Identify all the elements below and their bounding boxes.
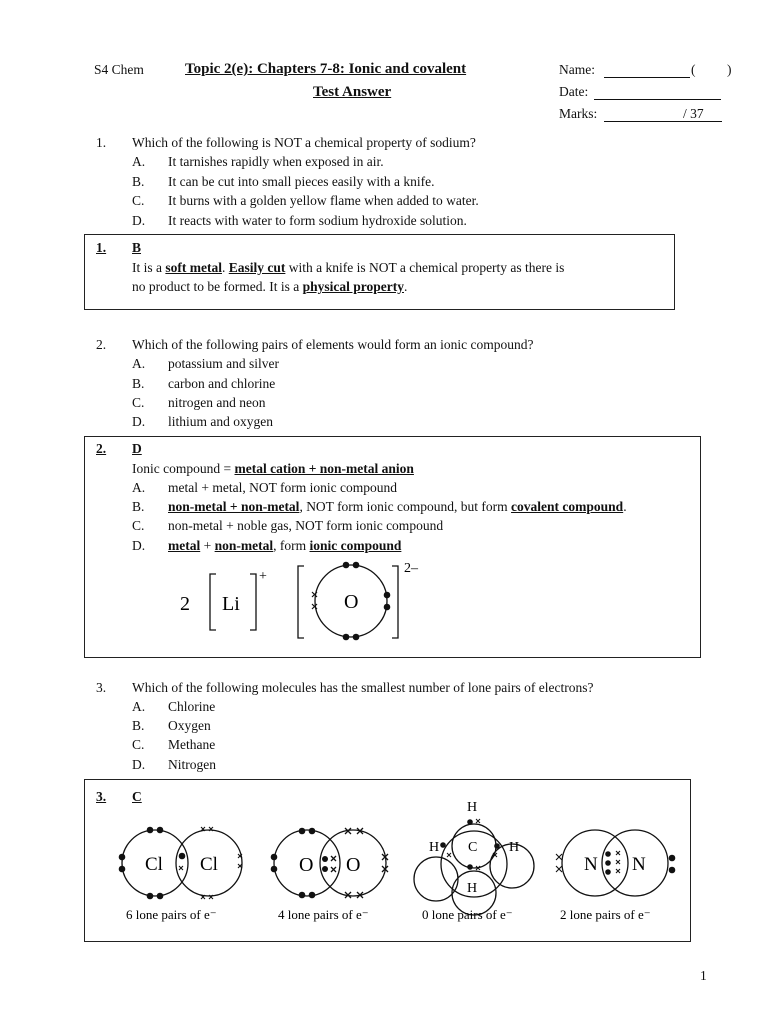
question-number: 1. [96, 135, 107, 150]
keyword: Easily cut [228, 260, 286, 275]
lithium-oxide-diagram [170, 558, 430, 644]
bracket-right [250, 574, 256, 630]
keyword: physical property [302, 279, 404, 294]
option-letter: C. [132, 193, 145, 208]
page-subtitle: Test Answer [313, 84, 392, 100]
date-label: Date: [559, 84, 589, 99]
question-number: 3. [96, 680, 107, 695]
nitrogen-molecule [556, 830, 675, 922]
atom-label: Cl [200, 854, 218, 875]
atom-label: N [632, 854, 646, 875]
atom-label: H [509, 840, 520, 855]
keyword: covalent compound [511, 499, 624, 514]
text: Ionic compound = [132, 461, 235, 476]
name-paren-close: ) [727, 62, 732, 77]
keyword: ionic compound [309, 538, 402, 553]
row-letter: B. [132, 499, 145, 514]
keyword: soft metal [165, 260, 222, 275]
option-text: It can be cut into small pieces easily with a knife. [168, 174, 435, 189]
text: . [403, 279, 408, 294]
atom-label: C [468, 840, 478, 855]
question-stem: Which of the following is NOT a chemical property of sodium? [132, 135, 476, 150]
option-text: Nitrogen [168, 757, 216, 772]
answer-letter: D [132, 441, 142, 456]
course-code: S4 Chem [94, 62, 144, 77]
bracket-left [210, 574, 216, 630]
lone-pair-caption: 6 lone pairs of e⁻ [126, 907, 217, 922]
answer-explanation-line-1 [132, 260, 564, 276]
option-letter: B. [132, 174, 145, 189]
lithium-symbol: Li [222, 593, 240, 615]
keyword: non-metal [214, 538, 274, 553]
keyword: non-metal + non-metal [168, 499, 300, 514]
text: , form [273, 538, 310, 553]
atom-label: H [467, 800, 478, 815]
keyword: metal cation + non-metal anion [234, 461, 414, 476]
answer-letter: B [132, 240, 142, 255]
option-text: Oxygen [168, 718, 211, 733]
option-text: It reacts with water to form sodium hydroxide solution. [168, 213, 467, 228]
name-label: Name: [559, 62, 595, 77]
option-text: carbon and chlorine [168, 376, 276, 391]
question-number: 2. [96, 337, 107, 352]
option-letter: A. [132, 699, 146, 714]
option-text: Methane [168, 737, 216, 752]
oxygen-charge: 2– [404, 561, 418, 576]
lone-pair-caption: 2 lone pairs of e⁻ [560, 907, 651, 922]
text: . [623, 499, 627, 514]
atom-label: H [429, 840, 440, 855]
oxygen-molecule [271, 828, 388, 922]
molecule-diagrams [100, 788, 688, 934]
bracket-left [298, 566, 304, 638]
row-text [168, 499, 627, 515]
answer-number: 3. [96, 789, 107, 804]
atom-label: N [584, 854, 598, 875]
page-title: Topic 2(e): Chapters 7-8: Ionic and covalent [185, 61, 467, 77]
option-text: It tarnishes rapidly when exposed in air. [168, 154, 384, 169]
row-text: metal + metal, NOT form ionic compound [168, 480, 397, 495]
option-letter: D. [132, 213, 146, 228]
text: no product to be formed. It is a [132, 279, 303, 294]
text: with a knife is NOT a chemical property as there is [285, 260, 565, 275]
marks-blank [604, 121, 722, 122]
date-blank [594, 99, 721, 100]
atom-label: O [299, 854, 314, 876]
option-letter: C. [132, 395, 145, 410]
row-letter: C. [132, 518, 145, 533]
option-text: nitrogen and neon [168, 395, 266, 410]
row-letter: D. [132, 538, 146, 553]
option-letter: A. [132, 356, 146, 371]
atom-label: O [346, 854, 361, 876]
row-letter: A. [132, 480, 146, 495]
text: . [221, 260, 229, 275]
marks-total: / 37 [683, 106, 704, 121]
option-letter: D. [132, 757, 146, 772]
answer-number: 1. [96, 240, 107, 255]
methane-molecule [414, 800, 534, 922]
row-text [168, 538, 401, 554]
answer-letter: C [132, 789, 142, 804]
text: It is a [132, 260, 166, 275]
answer-number: 2. [96, 441, 107, 456]
option-letter: A. [132, 154, 146, 169]
name-blank [604, 77, 690, 78]
lone-pair-caption: 4 lone pairs of e⁻ [278, 907, 369, 922]
question-stem: Which of the following pairs of elements would form an ionic compound? [132, 337, 534, 352]
question-stem: Which of the following molecules has the smallest number of lone pairs of electrons? [132, 680, 594, 695]
text: + [200, 538, 215, 553]
marks-label: Marks: [559, 106, 598, 121]
option-letter: B. [132, 718, 145, 733]
lithium-charge: + [259, 569, 267, 584]
option-letter: D. [132, 414, 146, 429]
page-number: 1 [700, 968, 707, 983]
option-text: potassium and silver [168, 356, 279, 371]
text: , NOT form ionic compound, but form [299, 499, 512, 514]
option-text: Chlorine [168, 699, 216, 714]
lone-pair-caption: 0 lone pairs of e⁻ [422, 907, 513, 922]
atom-label: Cl [145, 854, 163, 875]
option-text: lithium and oxygen [168, 414, 273, 429]
name-paren-open: ( [691, 62, 696, 77]
chlorine-molecule [119, 827, 242, 922]
coefficient: 2 [180, 593, 190, 615]
atom-label: H [467, 881, 478, 896]
answer-intro [132, 461, 414, 477]
oxygen-symbol: O [344, 591, 359, 613]
option-letter: C. [132, 737, 145, 752]
bracket-right [392, 566, 398, 638]
answer-explanation-line-2 [132, 279, 407, 295]
option-text: It burns with a golden yellow flame when added to water. [168, 193, 479, 208]
option-letter: B. [132, 376, 145, 391]
keyword: metal [168, 538, 201, 553]
row-text: non-metal + noble gas, NOT form ionic compound [168, 518, 444, 533]
